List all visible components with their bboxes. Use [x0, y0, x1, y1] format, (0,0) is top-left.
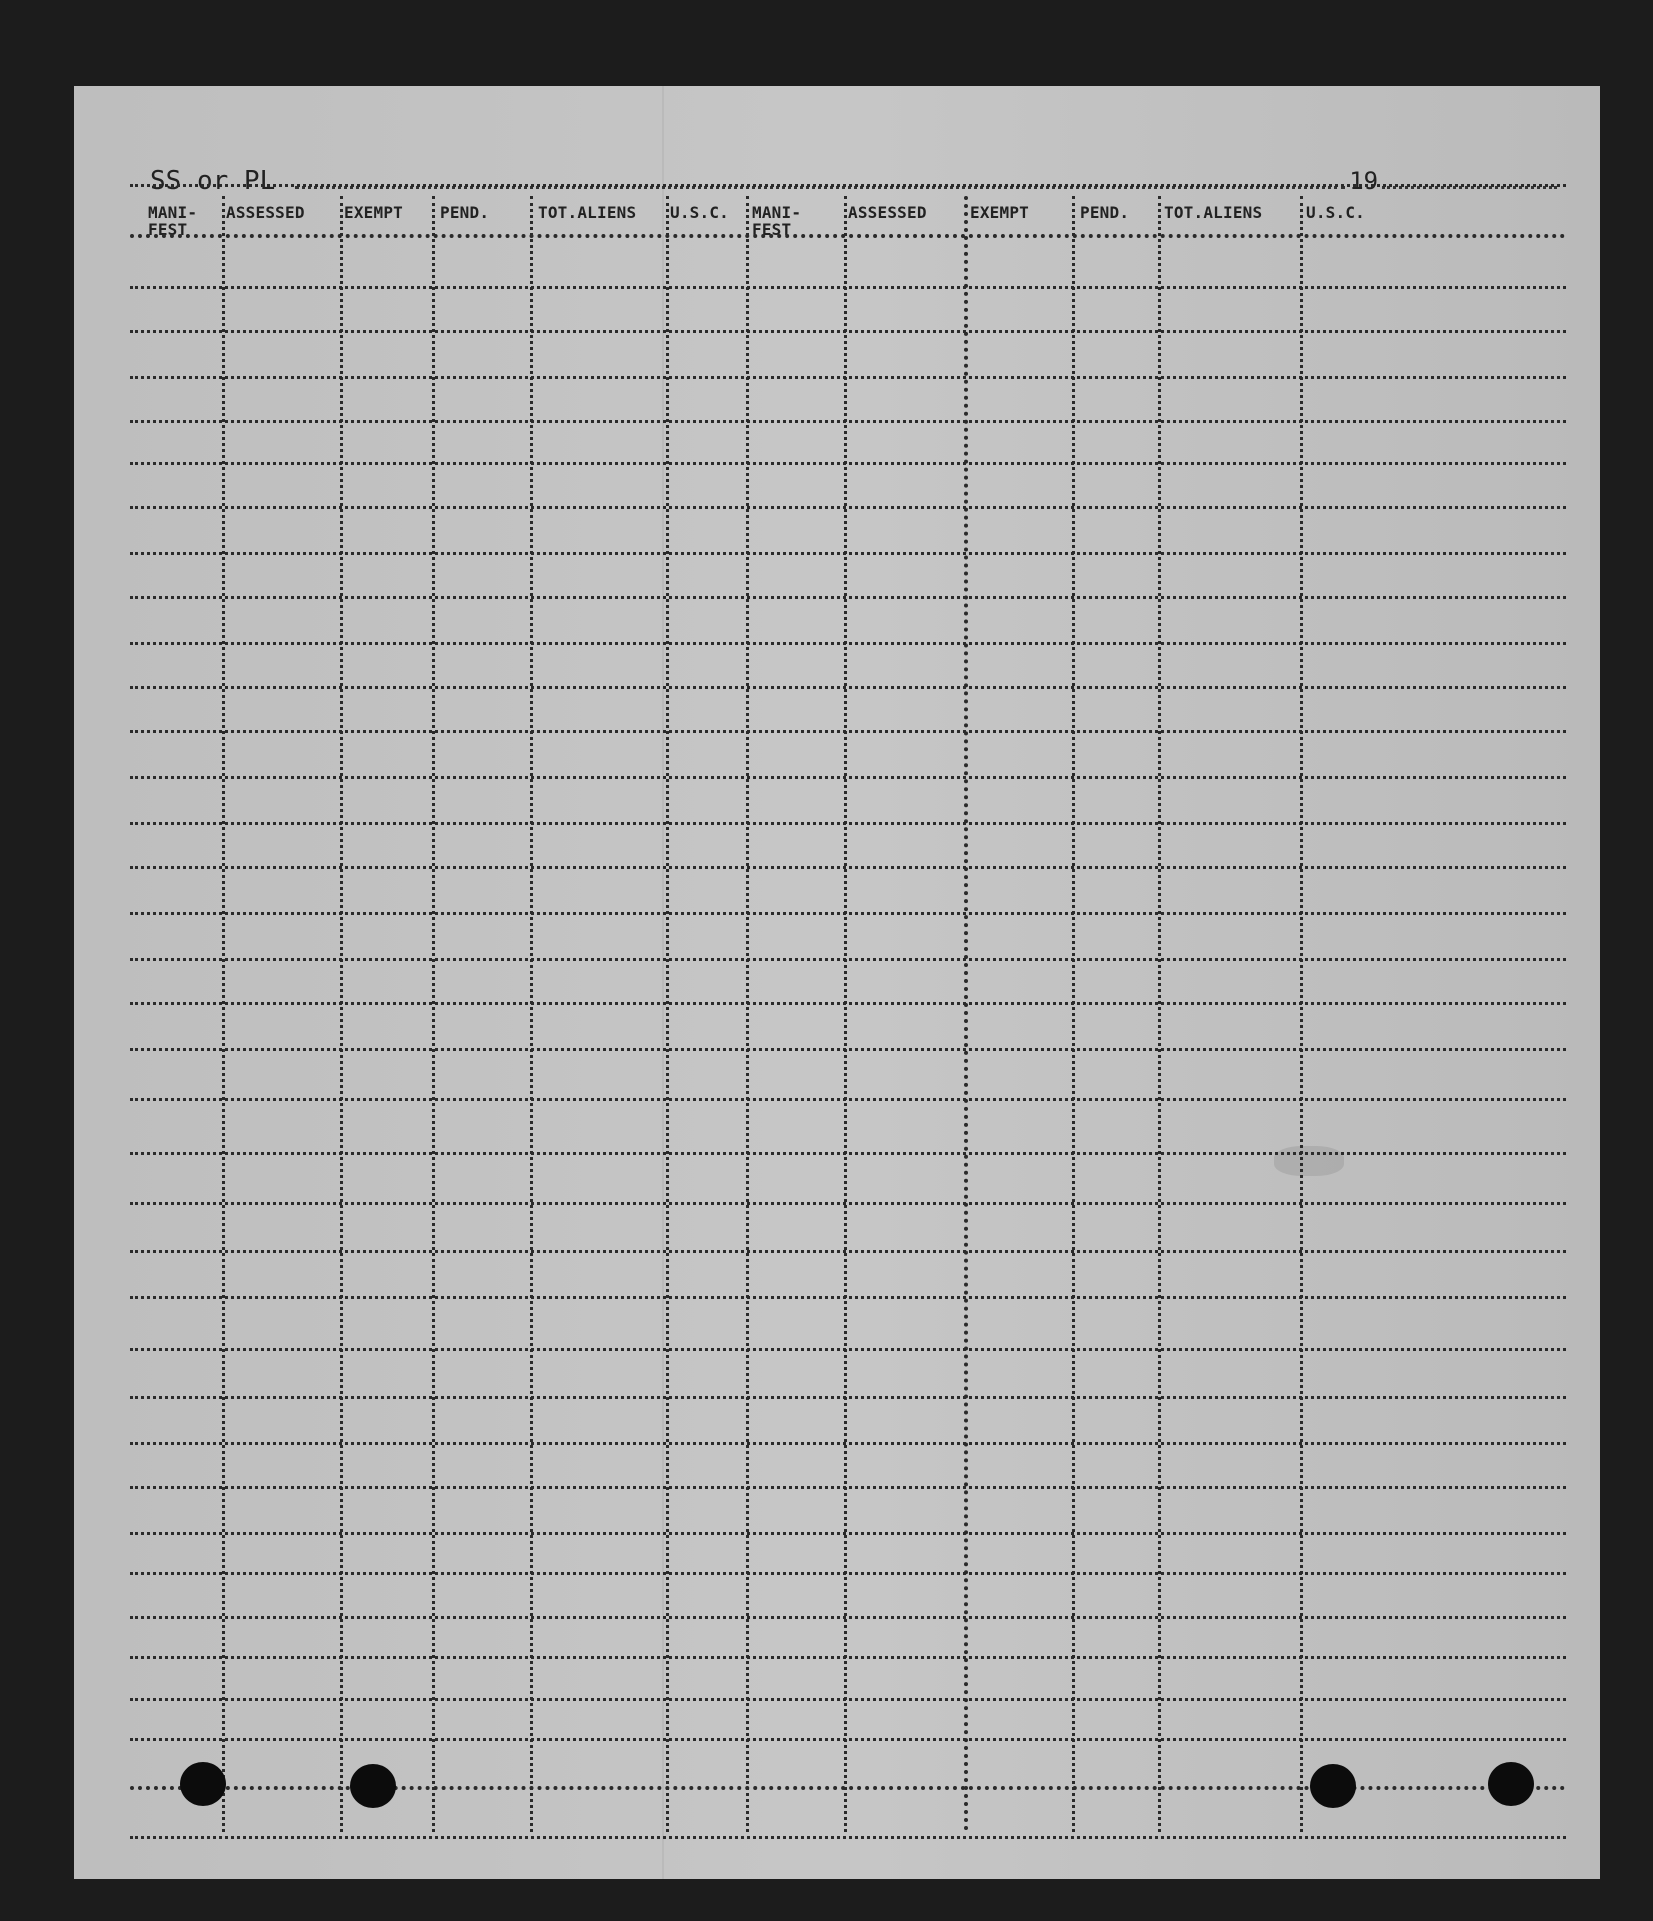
row-rule [130, 1098, 1566, 1101]
column-divider [1072, 196, 1075, 1832]
row-rule [130, 1396, 1566, 1399]
row-rule [130, 1002, 1566, 1005]
row-rule [130, 1572, 1566, 1575]
row-rule [130, 1616, 1566, 1619]
col-header-exempt-left: EXEMPT [344, 203, 403, 222]
col-header-exempt-right: EXEMPT [970, 203, 1029, 222]
column-divider [844, 196, 847, 1832]
row-rule [130, 376, 1566, 379]
col-header-assessed-left: ASSESSED [226, 203, 305, 222]
col-header-tot-aliens-left: TOT.ALIENS [538, 203, 637, 222]
row-rule [130, 330, 1566, 333]
column-divider [340, 196, 343, 1832]
row-rule [130, 234, 1566, 238]
punch-hole [350, 1764, 396, 1808]
row-rule [130, 1348, 1566, 1351]
row-rule [130, 1532, 1566, 1535]
row-rule [130, 776, 1566, 779]
row-rule [130, 184, 1566, 187]
row-rule [130, 1698, 1566, 1701]
punch-hole [1488, 1762, 1534, 1806]
column-divider [746, 196, 749, 1832]
row-rule [130, 1656, 1566, 1659]
row-rule [130, 596, 1566, 599]
row-rule [130, 958, 1566, 961]
col-header-usc-right: U.S.C. [1306, 203, 1365, 222]
row-rule [130, 420, 1566, 423]
column-divider [1300, 196, 1303, 1832]
row-rule [130, 912, 1566, 915]
stain [1274, 1146, 1344, 1176]
row-rule [130, 286, 1566, 289]
row-rule [130, 1152, 1566, 1155]
column-divider [666, 196, 669, 1832]
tally-grid [74, 86, 1600, 1879]
row-rule [130, 1250, 1566, 1253]
col-header-tot-aliens-right: TOT.ALIENS [1164, 203, 1263, 222]
year-prefix: 19 [1349, 167, 1379, 195]
row-rule [130, 1738, 1566, 1741]
col-header-usc-left: U.S.C. [670, 203, 729, 222]
row-rule [130, 730, 1566, 733]
row-rule [130, 1442, 1566, 1445]
col-header-pend-right: PEND. [1080, 203, 1130, 222]
punch-hole [180, 1762, 226, 1806]
row-rule [130, 1486, 1566, 1489]
row-rule [130, 552, 1566, 555]
row-rule [130, 642, 1566, 645]
column-divider [1158, 196, 1161, 1832]
col-header-pend-left: PEND. [440, 203, 490, 222]
row-rule [130, 866, 1566, 869]
col-header-manifest-right: MANI- FEST [752, 203, 802, 239]
row-rule [130, 506, 1566, 509]
column-divider [964, 196, 968, 1832]
ship-label: SS or PL [150, 166, 276, 196]
column-divider [530, 196, 533, 1832]
row-rule [130, 462, 1566, 465]
row-rule [130, 1202, 1566, 1205]
row-rule [130, 1836, 1566, 1839]
row-rule [130, 686, 1566, 689]
column-divider [222, 196, 225, 1832]
form-sheet [74, 86, 1600, 1879]
row-rule [130, 1048, 1566, 1051]
column-divider [432, 196, 435, 1832]
row-rule [130, 822, 1566, 825]
punch-hole [1310, 1764, 1356, 1808]
col-header-assessed-right: ASSESSED [848, 203, 927, 222]
row-rule [130, 1296, 1566, 1299]
col-header-manifest-left: MANI- FEST [148, 203, 198, 239]
